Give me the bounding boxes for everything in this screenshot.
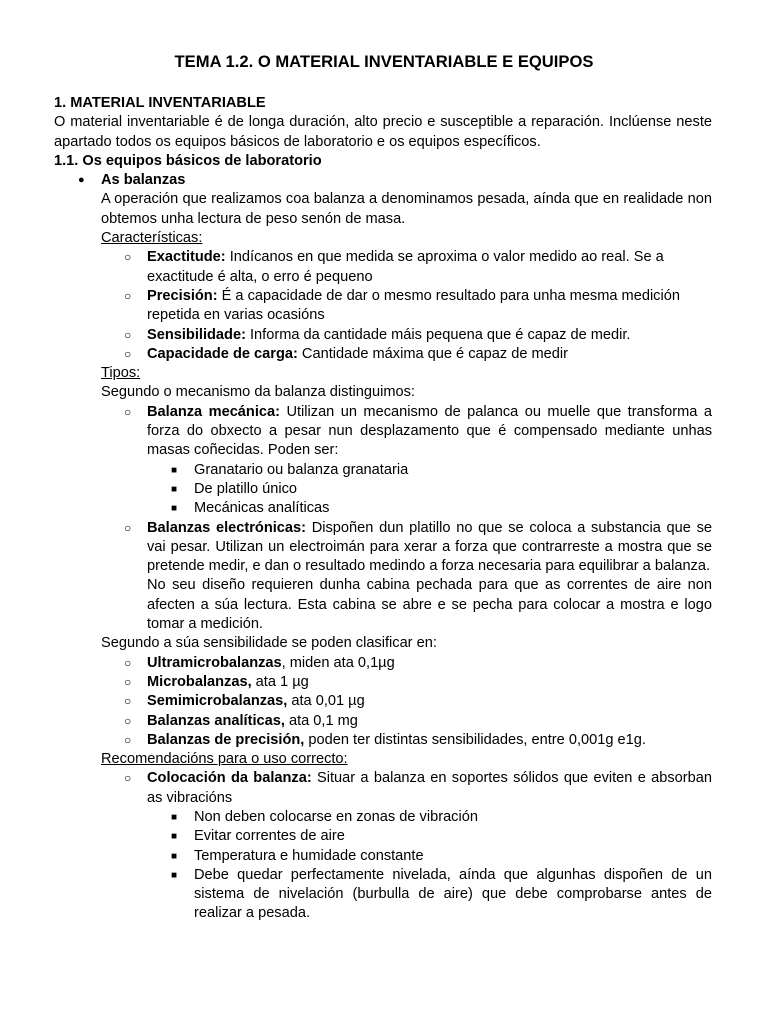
types-header (54, 364, 712, 403)
list-item (54, 692, 712, 711)
term-text: ata 1 µg (251, 673, 309, 690)
types-intro: Segundo o mecanismo da balanza distinguimos: (101, 384, 415, 401)
section-heading: 1. MATERIAL INVENTARIABLE (54, 95, 266, 111)
term: Balanza mecánica: (147, 403, 280, 420)
list-item: ■ Evitar correntes de aire (54, 827, 712, 846)
equipment-title: As balanzas (101, 172, 186, 189)
term: Ultramicrobalanzas (147, 654, 282, 671)
term: Balanzas analíticas, (147, 712, 285, 729)
characteristics-label: Características: (101, 230, 203, 247)
term: Capacidade de carga: (147, 345, 298, 362)
list-item: ■ Temperatura e humidade constante (54, 847, 712, 866)
characteristics-list (54, 248, 712, 364)
sensitivity-header (54, 634, 712, 653)
placement-list (54, 808, 712, 924)
list-item (54, 731, 712, 750)
types-list (54, 403, 712, 461)
list-item (54, 345, 712, 364)
list-item (54, 769, 712, 808)
term-text: ata 0,1 mg (284, 712, 358, 729)
sensitivity-list (54, 654, 712, 750)
section-intro: O material inventariable é de longa duración, alto precio e susceptible a reparación. Inclúense neste apartado todos os equipos básicos de laboratorio e os equipos específicos. (54, 114, 712, 150)
term-text-extra: No seu diseño requieren dunha cabina pechada para que as correntes de aire non afecten a súa lectura. Esta cabina se abre e se pecha para colocar a mostra e logo tomar a medición. (147, 577, 712, 633)
term: Sensibilidade: (147, 326, 246, 343)
term-text: É a capacidade de dar o mesmo resultado para unha mesma medición repetida en varias ocasións (147, 287, 680, 324)
term-text: Cantidade máxima que é capaz de medir (297, 345, 569, 362)
balanzas-body (54, 190, 712, 248)
list-item: ■ Non deben colocarse en zonas de vibración (54, 808, 712, 827)
term-text: Situar a balanza en soportes sólidos que eviten e absorban as vibracións (147, 770, 712, 806)
term-text: Dispoñen dun platillo no que se coloca a substancia que se vai pesar. Utilizan un electroimán para xerar a forza que contrarreste a mostra que se pretende medir, e dan o resultado medindo a forza necesaria para equilibrar a balanza. (147, 519, 712, 575)
recommendations-list (54, 769, 712, 808)
list-item (54, 654, 712, 673)
term: Balanzas electrónicas: (147, 519, 307, 536)
term: Semimicrobalanzas, (147, 693, 288, 710)
list-item (54, 287, 712, 326)
term: Balanzas de precisión, (147, 731, 305, 748)
term-text: ata 0,01 µg (287, 693, 365, 710)
term-text: Indícanos en que medida se aproxima o valor medido ao real. Se a exactitude é alta, o erro é pequeno (147, 249, 664, 285)
equipment-list (54, 171, 712, 190)
list-item (54, 248, 712, 287)
mechanical-types-list (54, 461, 712, 519)
term-text: Utilizan un mecanismo de palanca ou muelle que transforma a forza do obxecto a pesar nun desplazamento que é compensado mediante unhas masas coñecidas. Poden ser: (147, 403, 712, 459)
list-item: ■ De platillo único (54, 480, 712, 499)
document-title: TEMA 1.2. O MATERIAL INVENTARIABLE E EQUIPOS (174, 52, 594, 71)
list-item (54, 519, 712, 635)
term: Microbalanzas, (147, 673, 252, 690)
recommendations-header (54, 750, 712, 769)
subsection-heading: 1.1. Os equipos básicos de laboratorio (54, 152, 322, 169)
list-item: ■ Granatario ou balanza granataria (54, 461, 712, 480)
term: Precisión: (147, 287, 218, 304)
types-list-continued (54, 519, 712, 635)
types-label: Tipos: (101, 365, 141, 382)
list-item (54, 326, 712, 345)
term-text: , miden ata 0,1µg (281, 654, 395, 671)
term-text: Informa da cantidade máis pequena que é capaz de medir. (245, 326, 631, 343)
list-item (54, 673, 712, 692)
recommendations-label: Recomendacións para o uso correcto: (101, 751, 348, 768)
list-item: ■ Debe quedar perfectamente nivelada, aínda que algunhas dispoñen de un sistema de nivelación (burbulla de aire) que debe comprobarse antes de realizar a pesada. (54, 866, 712, 924)
list-item (54, 403, 712, 461)
balanzas-intro: A operación que realizamos coa balanza a denominamos pesada, aínda que en realidade non obtemos unha lectura de peso senón de masa. (101, 191, 712, 227)
list-item: ■ Mecánicas analíticas (54, 499, 712, 518)
equipment-item (54, 171, 712, 190)
term-text: poden ter distintas sensibilidades, entre 0,001g e1g. (304, 731, 646, 748)
term: Exactitude: (147, 249, 226, 266)
term: Colocación da balanza: (147, 770, 312, 787)
list-item (54, 712, 712, 731)
document-body (54, 94, 712, 924)
sensitivity-intro: Segundo a súa sensibilidade se poden clasificar en: (101, 635, 437, 652)
